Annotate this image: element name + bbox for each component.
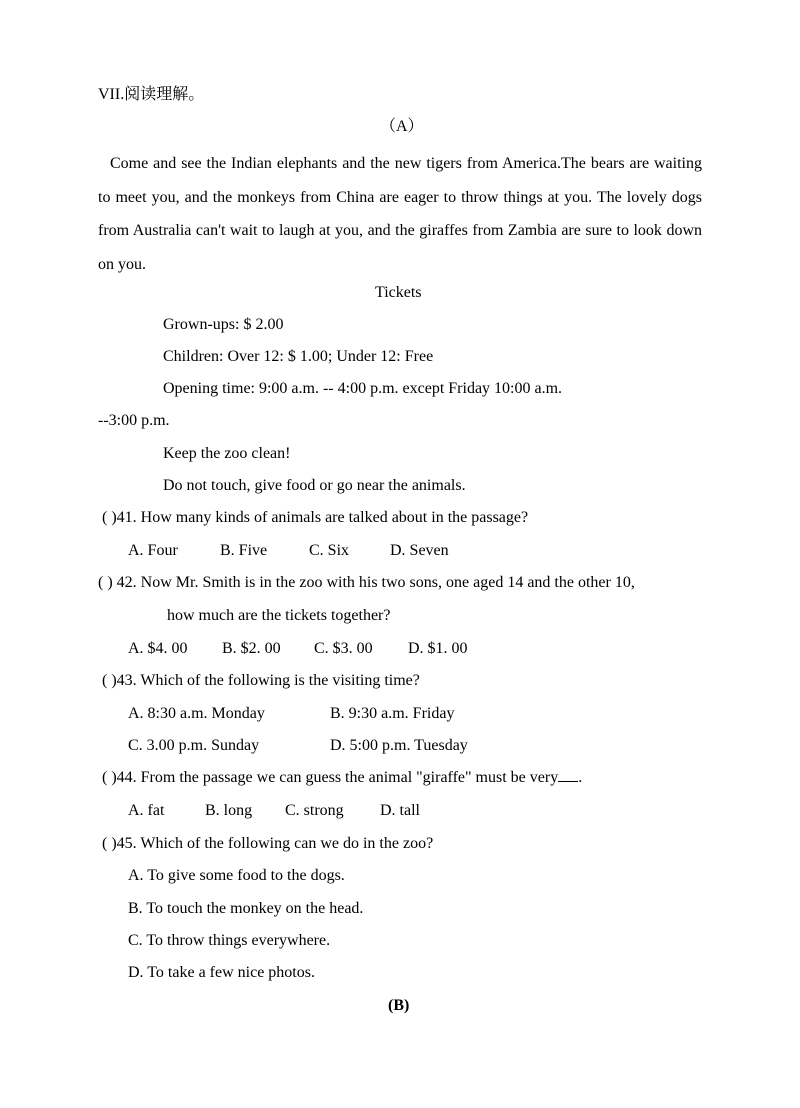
question-stem: 45. Which of the following can we do in the zoo? xyxy=(116,835,434,852)
notice-title: Tickets xyxy=(375,284,422,301)
question-43 xyxy=(102,670,420,692)
question-45 xyxy=(102,833,433,855)
opening-time: Opening time: 9:00 a.m. -- 4:00 p.m. except Friday 10:00 a.m. xyxy=(163,380,563,397)
option-a[interactable]: A. $4. 00 xyxy=(128,640,188,657)
ticket-children: Children: Over 12: $ 1.00; Under 12: Free xyxy=(163,348,434,365)
answer-bracket[interactable]: ( ) xyxy=(102,672,117,689)
option-d[interactable]: D. tall xyxy=(380,802,420,819)
passage-text: Come and see the Indian elephants and the new tigers from America.The bears are waiting to meet you, and the monkeys from China are eager to throw things at you. The lovely dogs from Australia can't wait to laugh at you, and the giraffes from Zambia are sure to look down on you. xyxy=(98,155,702,273)
part-b-title: (B) xyxy=(388,997,410,1014)
section-heading: VII.阅读理解。 xyxy=(98,86,205,103)
option-a[interactable]: A. Four xyxy=(128,542,178,559)
fill-in-blank[interactable] xyxy=(558,767,578,782)
passage xyxy=(98,147,702,281)
question-stem: 43. Which of the following is the visiting time? xyxy=(116,672,420,689)
question-stem: 41. How many kinds of animals are talked about in the passage? xyxy=(116,509,529,526)
question-stem-end: . xyxy=(578,769,583,786)
answer-bracket[interactable]: ( ) xyxy=(102,509,117,526)
answer-bracket[interactable]: ( ) xyxy=(102,769,117,786)
option-d[interactable]: D. $1. 00 xyxy=(408,640,468,657)
option-a[interactable]: A. 8:30 a.m. Monday xyxy=(128,705,265,722)
option-c[interactable]: C. 3.00 p.m. Sunday xyxy=(128,737,260,754)
answer-bracket[interactable]: ( ) xyxy=(98,574,113,591)
opening-time-continued: --3:00 p.m. xyxy=(98,412,170,429)
option-a[interactable]: A. To give some food to the dogs. xyxy=(128,867,345,884)
option-b[interactable]: B. long xyxy=(205,802,253,819)
option-d[interactable]: D. Seven xyxy=(390,542,449,559)
option-c[interactable]: C. $3. 00 xyxy=(314,640,373,657)
part-a-title: （A） xyxy=(380,118,424,135)
option-b[interactable]: B. $2. 00 xyxy=(222,640,281,657)
option-d[interactable]: D. To take a few nice photos. xyxy=(128,964,315,981)
option-b[interactable]: B. Five xyxy=(220,542,268,559)
question-stem: 42. Now Mr. Smith is in the zoo with his two sons, one aged 14 and the other 10, xyxy=(112,574,635,591)
answer-bracket[interactable]: ( ) xyxy=(102,835,117,852)
option-c[interactable]: C. strong xyxy=(285,802,344,819)
question-stem: 44. From the passage we can guess the animal "giraffe" must be very xyxy=(116,769,559,786)
option-b[interactable]: B. To touch the monkey on the head. xyxy=(128,900,364,917)
question-44 xyxy=(102,767,582,789)
option-c[interactable]: C. Six xyxy=(309,542,350,559)
option-c[interactable]: C. To throw things everywhere. xyxy=(128,932,331,949)
option-b[interactable]: B. 9:30 a.m. Friday xyxy=(330,705,455,722)
question-41 xyxy=(102,507,528,529)
option-a[interactable]: A. fat xyxy=(128,802,165,819)
question-42-continued: how much are the tickets together? xyxy=(167,607,391,624)
question-42 xyxy=(98,572,635,594)
ticket-grown-ups: Grown-ups: $ 2.00 xyxy=(163,316,284,333)
rule-keep-clean: Keep the zoo clean! xyxy=(163,445,291,462)
rule-do-not-touch: Do not touch, give food or go near the animals. xyxy=(163,477,466,494)
option-d[interactable]: D. 5:00 p.m. Tuesday xyxy=(330,737,468,754)
